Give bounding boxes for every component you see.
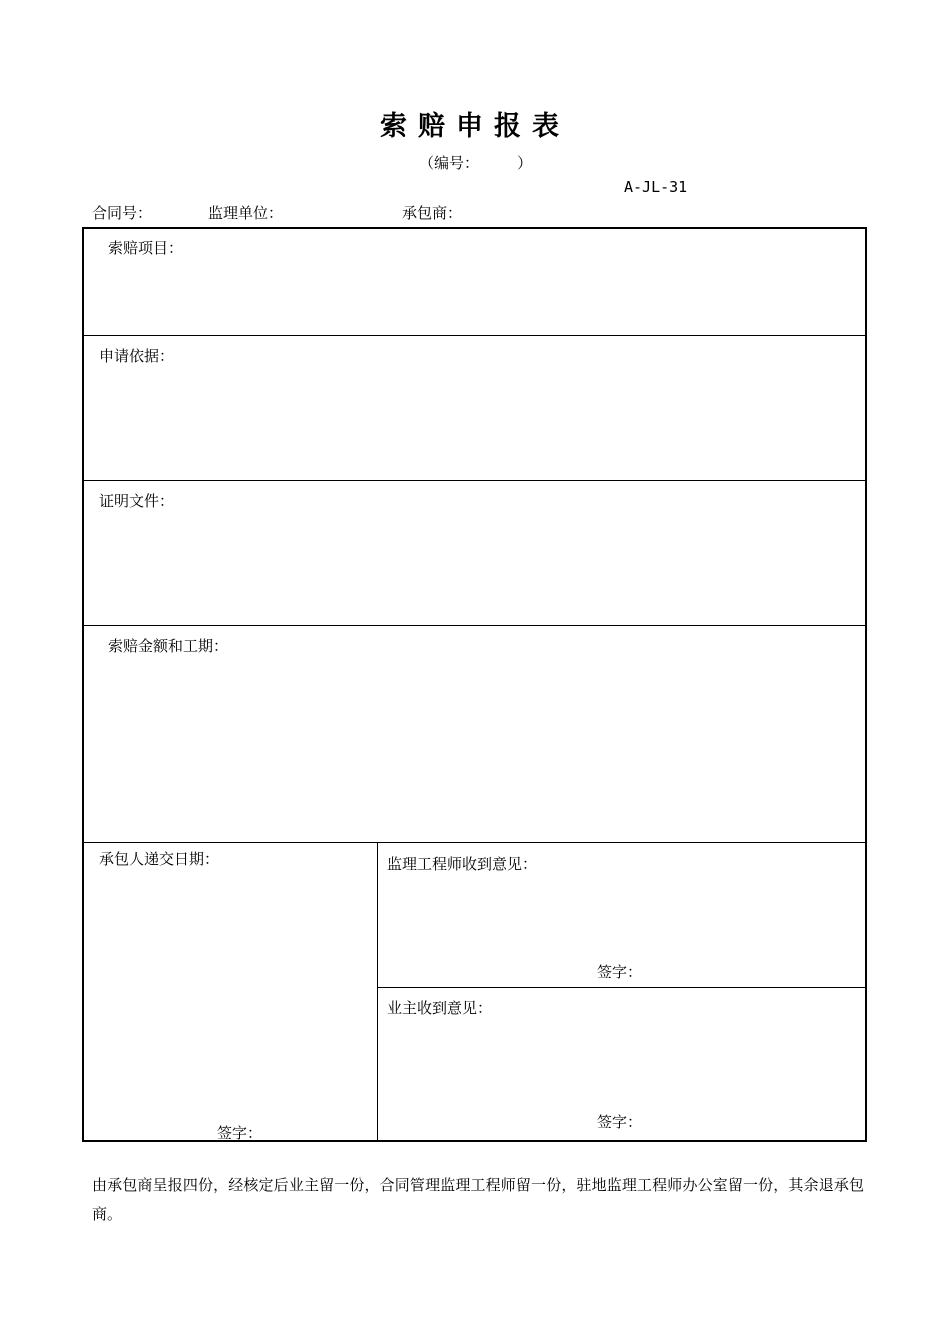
application-basis-label: 申请依据： [99,347,175,365]
claim-item-label: 索赔项目： [108,239,184,257]
row-divider [82,480,867,481]
form-title: 索赔申报表 [380,111,570,142]
submission-date-label: 承包人递交日期： [99,850,220,868]
supporting-documents-label: 证明文件： [99,492,175,510]
column-divider [377,842,378,1142]
distribution-note: 由承包商呈报四份，经核定后业主留一份，合同管理监理工程师留一份，驻地监理工程师办公室留一份，其余退承包商。 [92,1176,864,1223]
row-divider [82,842,867,843]
row-divider [82,335,867,336]
contractor-label: 承包商： [402,204,463,222]
serial-number-label: （编号： ） [419,154,533,172]
owner-opinion-label: 业主收到意见： [387,999,493,1017]
supervision-unit-label: 监理单位： [208,204,284,222]
contractor-signature-label: 签字： [217,1124,263,1142]
owner-signature-label: 签字： [597,1113,643,1131]
engineer-signature-label: 签字： [597,963,643,981]
row-divider [377,987,867,988]
engineer-opinion-label: 监理工程师收到意见： [387,855,538,873]
contract-number-label: 合同号： [92,204,153,222]
form-code: A-JL-31 [624,178,688,196]
row-divider [82,625,867,626]
claim-amount-period-label: 索赔金额和工期： [108,637,229,655]
